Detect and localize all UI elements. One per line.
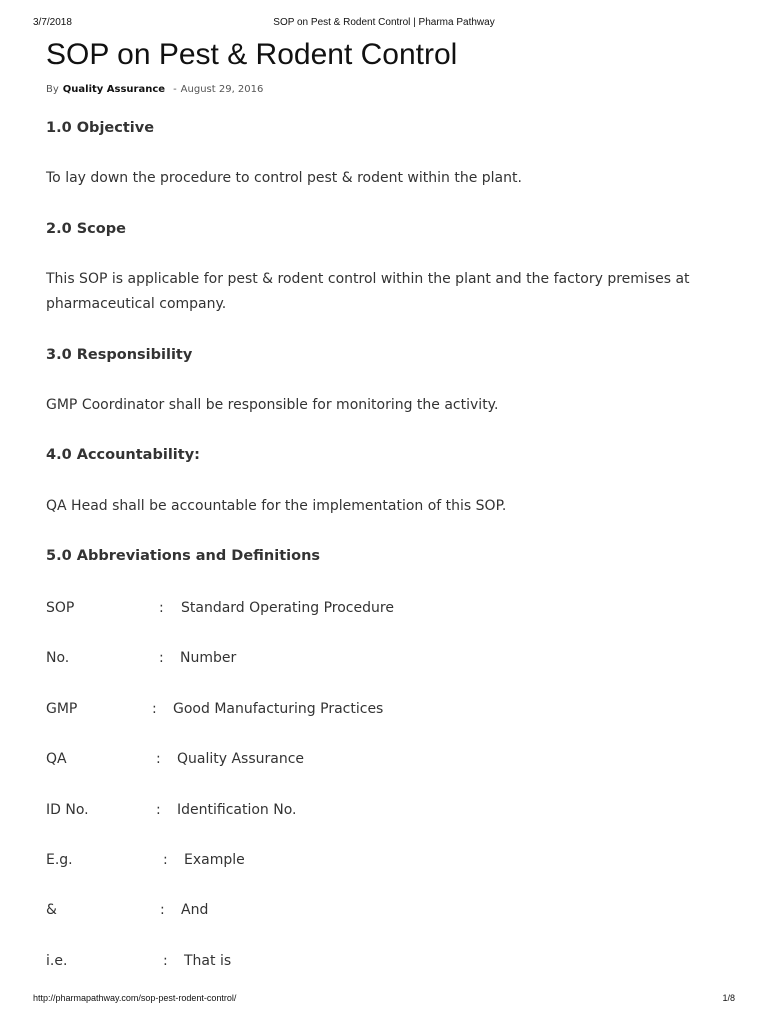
print-date: 3/7/2018	[33, 17, 72, 28]
abbreviation-row	[46, 600, 716, 620]
abbreviation-definition: That is	[184, 953, 232, 969]
heading-scope: 2.0 Scope	[46, 221, 126, 237]
abbreviation-term: E.g.	[46, 852, 73, 868]
abbreviation-definition: Identification No.	[177, 802, 297, 818]
abbreviation-row	[46, 802, 716, 822]
abbreviation-term: No.	[46, 650, 70, 666]
print-header	[0, 17, 768, 31]
abbreviation-row	[46, 751, 716, 771]
abbreviation-definition: Standard Operating Procedure	[181, 600, 394, 616]
abbreviation-definition: Quality Assurance	[177, 751, 305, 767]
abbreviation-colon: :	[159, 600, 164, 616]
abbreviation-term: GMP	[46, 701, 78, 717]
heading-accountability: 4.0 Accountability:	[46, 447, 200, 463]
abbreviation-colon: :	[152, 701, 157, 717]
heading-responsibility: 3.0 Responsibility	[46, 347, 193, 363]
article-title: SOP on Pest & Rodent Control	[46, 38, 458, 71]
abbreviation-row	[46, 902, 716, 922]
abbreviation-row	[46, 650, 716, 670]
print-page-title: SOP on Pest & Rodent Control | Pharma Pathway	[273, 17, 495, 28]
abbreviation-colon: :	[156, 751, 161, 767]
abbreviation-term: &	[46, 902, 57, 918]
abbreviation-definition: Example	[184, 852, 245, 868]
abbreviation-colon: :	[163, 852, 168, 868]
print-footer	[0, 993, 768, 1007]
abbreviation-colon: :	[156, 802, 161, 818]
publish-date: August 29, 2016	[180, 84, 264, 95]
meta-separator: -	[173, 84, 177, 95]
heading-objective: 1.0 Objective	[46, 120, 155, 136]
page-number: 1/8	[722, 993, 735, 1003]
responsibility-text: GMP Coordinator shall be responsible for monitoring the activity.	[46, 397, 499, 413]
page-url: http://pharmapathway.com/sop-pest-rodent-control/	[33, 993, 237, 1003]
abbreviation-colon: :	[160, 902, 165, 918]
abbreviation-row	[46, 701, 716, 721]
abbreviation-term: QA	[46, 751, 67, 767]
accountability-text: QA Head shall be accountable for the implementation of this SOP.	[46, 498, 507, 514]
abbreviation-row	[46, 953, 716, 973]
abbreviation-row	[46, 852, 716, 872]
abbreviation-colon: :	[159, 650, 164, 666]
abbreviation-definition: Number	[180, 650, 237, 666]
abbreviation-term: i.e.	[46, 953, 68, 969]
objective-text: To lay down the procedure to control pest & rodent within the plant.	[46, 170, 522, 186]
abbreviation-definition: Good Manufacturing Practices	[173, 701, 384, 717]
article-meta	[46, 84, 263, 95]
meta-by: By	[46, 84, 59, 95]
abbreviation-term: SOP	[46, 600, 75, 616]
abbreviation-term: ID No.	[46, 802, 89, 818]
scope-text: This SOP is applicable for pest & rodent control within the plant and the factory premises at pharmaceutical company.	[46, 271, 690, 312]
abbreviation-definition: And	[181, 902, 209, 918]
author-link[interactable]: Quality Assurance	[62, 84, 166, 95]
abbreviation-colon: :	[163, 953, 168, 969]
heading-abbreviations: 5.0 Abbreviations and Definitions	[46, 548, 321, 564]
